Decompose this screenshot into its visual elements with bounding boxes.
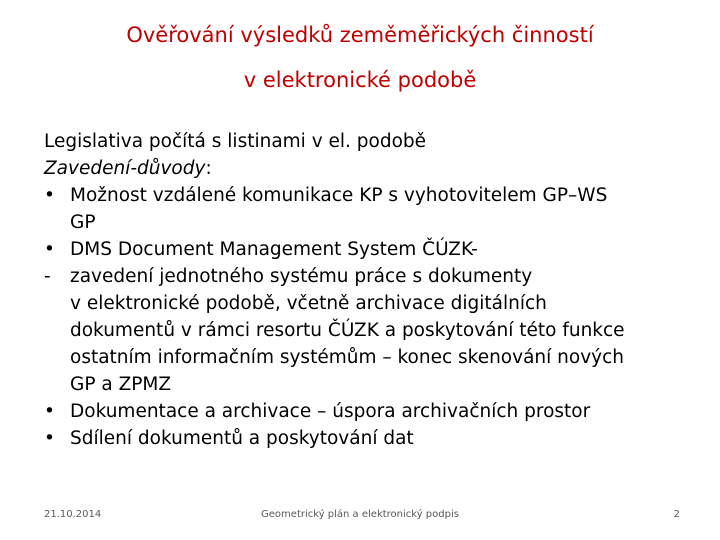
- subheading-colon: :: [205, 158, 212, 179]
- list-item-line: v elektronické podobě, včetně archivace digitálních: [70, 293, 547, 314]
- bullet-marker: •: [44, 239, 55, 260]
- subheading-text: Zavedení-důvody: [44, 158, 206, 179]
- intro-text: Legislativa počítá s listinami v el. podobě: [44, 131, 427, 152]
- list-item: [44, 236, 694, 263]
- page-number: 2: [673, 509, 680, 520]
- footer-title: Geometrický plán a elektronický podpis: [261, 509, 459, 520]
- bullet-marker: •: [44, 428, 55, 449]
- list-item: [44, 263, 694, 398]
- list-item-line: zavedení jednotného systému práce s dokumenty: [70, 266, 533, 287]
- bullet-marker: •: [44, 185, 55, 206]
- list-item: [44, 182, 694, 236]
- subheading: [44, 155, 694, 182]
- slide-body: [44, 128, 694, 452]
- slide-title-line-2: v elektronické podobě: [243, 68, 477, 92]
- list-item-line: Sdílení dokumentů a poskytování dat: [70, 428, 414, 449]
- list-item-line: ostatním informačním systémům – konec skenování nových: [70, 347, 624, 368]
- slide-title-line-1: Ověřování výsledků zeměměřických činností: [126, 23, 594, 47]
- list-item-line: Možnost vzdálené komunikace KP s vyhotovitelem GP–WS: [70, 185, 608, 206]
- dash-marker: -: [44, 266, 51, 287]
- list-item-line: GP: [70, 212, 96, 233]
- list-item-line: dokumentů v rámci resortu ČÚZK a poskytování této funkce: [70, 320, 625, 341]
- list-item-line: DMS Document Management System ČÚZK-: [70, 239, 478, 260]
- list-item: [44, 425, 694, 452]
- list-item: [44, 398, 694, 425]
- list-item-line: GP a ZPMZ: [70, 374, 172, 395]
- list-item-line: Dokumentace a archivace – úspora archivačních prostor: [70, 401, 591, 422]
- bullet-marker: •: [44, 401, 55, 422]
- footer-date: 21.10.2014: [44, 509, 102, 520]
